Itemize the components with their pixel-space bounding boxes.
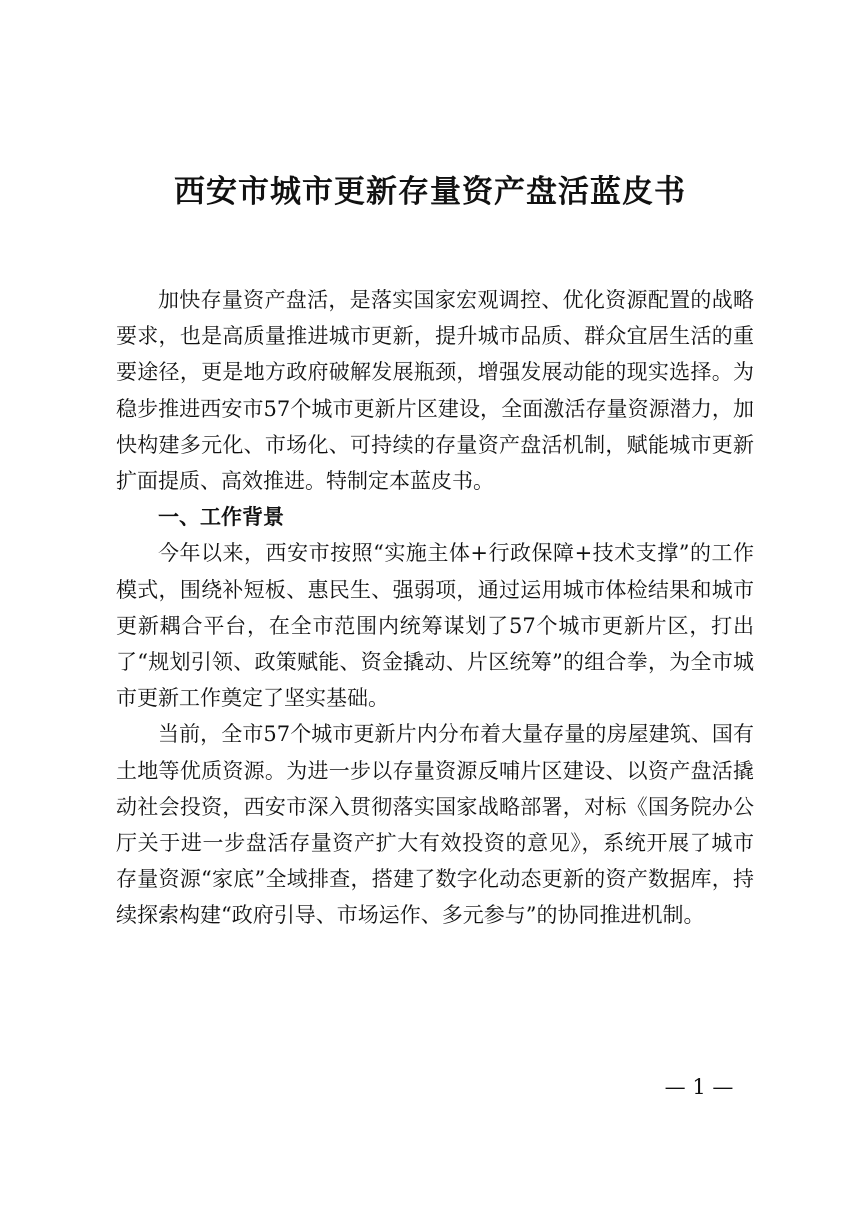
page-number: — 1 — <box>664 1075 734 1099</box>
document-title: 西安市城市更新存量资产盘活蓝皮书 <box>174 174 686 210</box>
paragraph-background-1: 今年以来，西安市按照“实施主体+行政保障+技术支撑”的工作模式，围绕补短板、惠民生、强弱项，通过运用城市体检结果和城市更新耦合平台，在全市范围内统筹谋划了57个城市更新片区，打出了“规划引领、政策赋能、资金撬动、片区统筹”的组合拳，为全市城市更新工作奠定了坚实基础。 <box>116 541 754 711</box>
document-body <box>116 282 754 934</box>
paragraph-intro: 加快存量资产盘活，是落实国家宏观调控、优化资源配置的战略要求，也是高质量推进城市更新，提升城市品质、群众宜居生活的重要途径，更是地方政府破解发展瓶颈，增强发展动能的现实选择。为稳步推进西安市57个城市更新片区建设，全面激活存量资源潜力，加快构建多元化、市场化、可持续的存量资产盘活机制，赋能城市更新扩面提质、高效推进。特制定本蓝皮书。 <box>116 288 754 494</box>
paragraph-background-2: 当前，全市57个城市更新片内分布着大量存量的房屋建筑、国有土地等优质资源。为进一步以存量资源反哺片区建设、以资产盘活撬动社会投资，西安市深入贯彻落实国家战略部署，对标《国务院办公厅关于进一步盘活存量资产扩大有效投资的意见》，系统开展了城市存量资源“家底”全域排查，搭建了数字化动态更新的资产数据库，持续探索构建“政府引导、市场运作、多元参与”的协同推进机制。 <box>116 722 754 928</box>
section-heading: 一、工作背景 <box>158 505 284 530</box>
